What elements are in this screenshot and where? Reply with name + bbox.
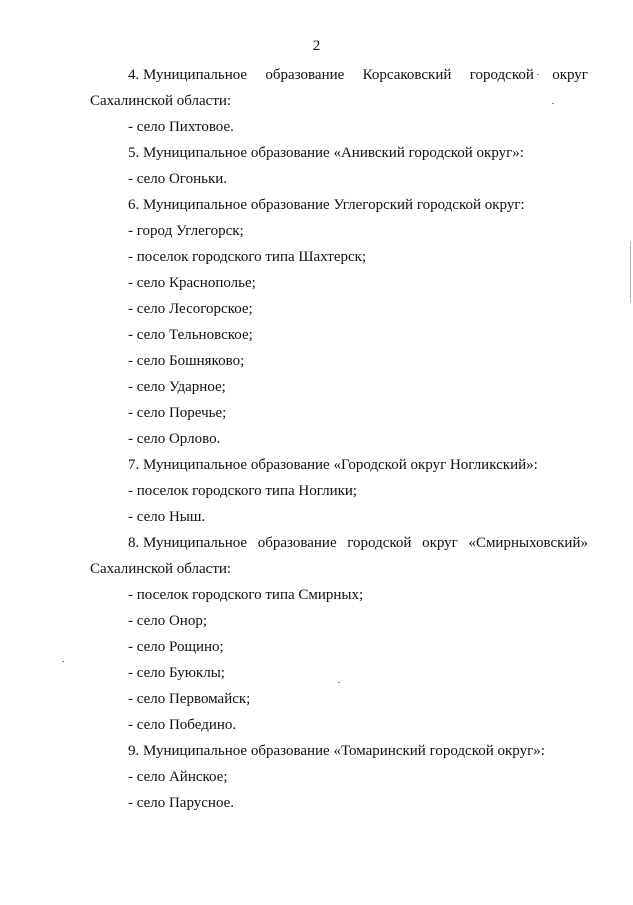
item-6-heading: 6. Муниципальное образование Углегорский городской округ: bbox=[128, 197, 525, 213]
heading-word: городской bbox=[347, 535, 412, 551]
list-entry: - поселок городского типа Шахтерск; bbox=[128, 249, 367, 265]
item-4-heading bbox=[90, 62, 588, 88]
list-entry: - село Тельновское; bbox=[128, 327, 253, 343]
heading-word: «Смирныховский» bbox=[468, 535, 588, 551]
list-entry: - село Поречье; bbox=[128, 405, 227, 421]
scan-speck bbox=[62, 661, 64, 662]
list-entry: - поселок городского типа Смирных; bbox=[128, 587, 364, 603]
item-8-heading-continuation: Сахалинской области: bbox=[90, 561, 232, 577]
list-entry: - село Победино. bbox=[128, 717, 237, 733]
list-entry: - село Ныш. bbox=[128, 509, 206, 525]
list-entry: - город Углегорск; bbox=[128, 223, 244, 239]
list-entry: - село Буюклы; bbox=[128, 665, 225, 681]
document-body bbox=[90, 62, 588, 816]
list-entry: - село Огоньки. bbox=[128, 171, 228, 187]
item-9-heading: 9. Муниципальное образование «Томаринский городской округ»: bbox=[128, 743, 545, 759]
heading-word: 8. Муниципальное bbox=[128, 535, 248, 551]
list-entry: - село Ударное; bbox=[128, 379, 226, 395]
item-7-heading: 7. Муниципальное образование «Городской округ Ногликский»: bbox=[128, 457, 538, 473]
scan-speck bbox=[552, 103, 554, 104]
list-entry: - село Парусное. bbox=[128, 795, 235, 811]
list-entry: - село Первомайск; bbox=[128, 691, 251, 707]
list-entry: - село Айнское; bbox=[128, 769, 228, 785]
item-8-heading bbox=[90, 530, 588, 556]
item-5-heading: 5. Муниципальное образование «Анивский городской округ»: bbox=[128, 145, 524, 161]
list-entry: - село Рощино; bbox=[128, 639, 224, 655]
heading-word: округ bbox=[552, 67, 588, 83]
heading-word: Корсаковский bbox=[362, 67, 452, 83]
item-4-heading-continuation: Сахалинской области: bbox=[90, 93, 232, 109]
list-entry: - село Бошняково; bbox=[128, 353, 245, 369]
scan-speck bbox=[338, 682, 340, 683]
list-entry: - село Пихтовое. bbox=[128, 119, 234, 135]
heading-word: образование bbox=[257, 535, 337, 551]
heading-word: образование bbox=[265, 67, 345, 83]
page-number: 2 bbox=[312, 38, 321, 54]
list-entry: - поселок городского типа Ноглики; bbox=[128, 483, 358, 499]
heading-word: округ bbox=[422, 535, 458, 551]
list-entry: - село Орлово. bbox=[128, 431, 221, 447]
heading-word: 4. Муниципальное bbox=[128, 67, 248, 83]
list-entry: - село Краснополье; bbox=[128, 275, 256, 291]
list-entry: - село Онор; bbox=[128, 613, 208, 629]
scan-edge-mark bbox=[630, 242, 631, 302]
scan-speck bbox=[537, 74, 539, 75]
heading-word: городской bbox=[469, 67, 534, 83]
list-entry: - село Лесогорское; bbox=[128, 301, 253, 317]
